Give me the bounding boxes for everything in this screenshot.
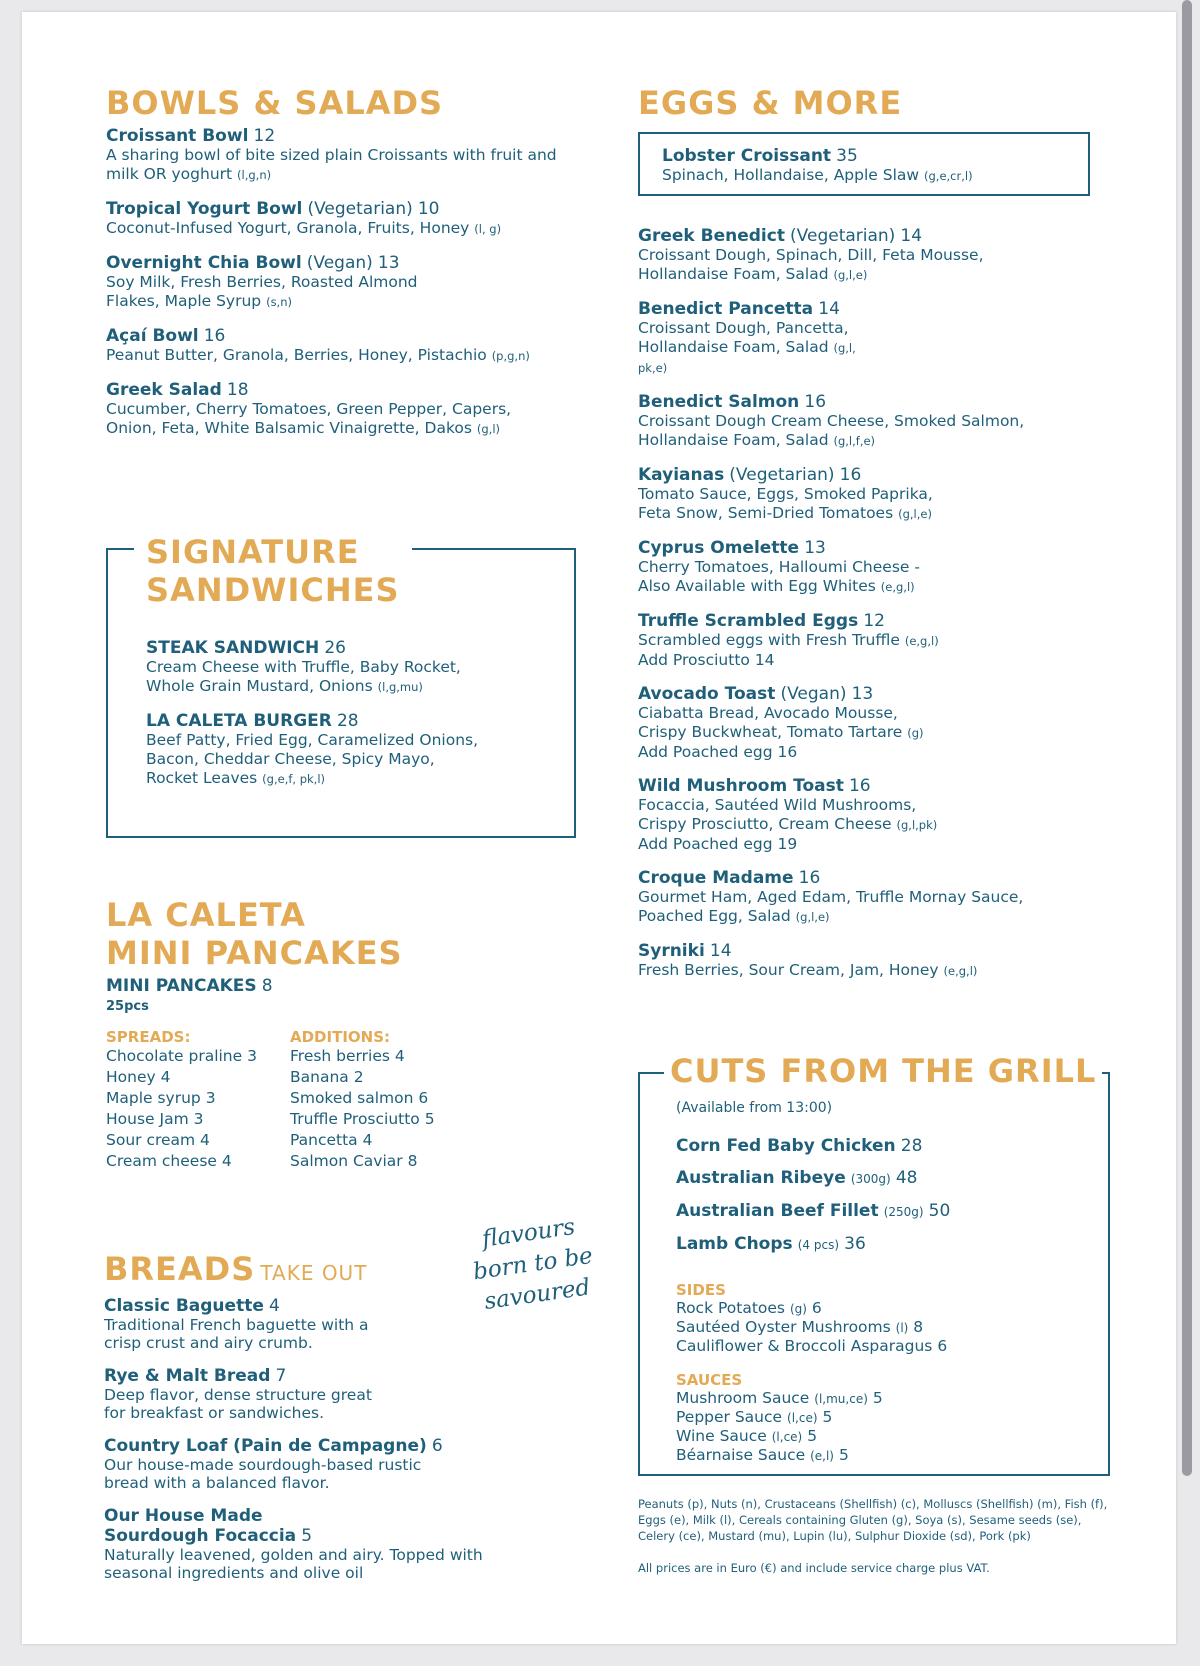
sandwiches-section: [146, 638, 546, 803]
sandwiches-title: SIGNATURE SANDWICHES: [134, 533, 412, 609]
menu-item: Classic Baguette 4 Traditional French baguette with a crisp crust and airy crumb.: [104, 1296, 369, 1352]
breads-section: [104, 1250, 584, 1596]
eggs-section: [638, 84, 1108, 995]
eggs-title: EGGS & MORE: [638, 84, 903, 122]
menu-item: Tropical Yogurt Bowl (Vegetarian) 10 Coconut-Infused Yogurt, Granola, Fruits, Honey (l, g): [106, 199, 502, 237]
menu-item: Cyprus Omelette 13 Cherry Tomatoes, Halloumi Cheese - Also Available with Egg Whites (e,g,l): [638, 538, 920, 595]
pancakes-title-line2: MINI PANCAKES: [106, 934, 403, 972]
featured-item-box: Lobster Croissant 35 Spinach, Hollandaise, Apple Slaw (g,e,cr,l): [638, 132, 1090, 196]
sauces-list: SAUCES Mushroom Sauce (l,mu,ce) 5 Pepper Sauce (l,ce) 5 Wine Sauce (l,ce) 5 Béarnaise Sauce (e,l) 5: [676, 1371, 883, 1464]
menu-item: Benedict Salmon 16 Croissant Dough Cream Cheese, Smoked Salmon, Hollandaise Foam, Salad (g,l,f,e): [638, 392, 1025, 449]
grill-item: Corn Fed Baby Chicken 28: [676, 1136, 923, 1156]
flavours-script-text: flavours born to be savoured: [471, 1213, 595, 1315]
grill-item: Australian Beef Fillet (250g) 50: [676, 1201, 951, 1221]
sides-list: SIDES Rock Potatoes (g) 6 Sautéed Oyster Mushrooms (l) 8 Cauliflower & Broccoli Asparagus 6: [676, 1281, 948, 1355]
allergen-footer: Peanuts (p), Nuts (n), Crustaceans (Shellfish) (c), Molluscs (Shellfish) (m), Fish (f), Eggs (e), Milk (l), Cereals containing Gluten (g), Soya (s), Sesame seeds (se), Celery (ce), Mustard (mu), Lupin (lu), Sulphur Dioxide (sd), Pork (pk) All prices are in Euro (€) and include service charge plus VAT.: [638, 1496, 1118, 1576]
menu-item: Our House Made Sourdough Focaccia 5 Naturally leavened, golden and airy. Topped with seasonal ingredients and olive oil: [104, 1506, 483, 1582]
grill-section: (Available from 13:00) Corn Fed Baby Chicken 28 Australian Ribeye (300g) 48 Australian Beef Fillet (250g) 50 Lamb Chops (4 pcs) 36 SIDES Rock Potatoes (g) 6 Sautéed Oyster Mushrooms (l) 8 Cauliflower & Broccoli Asparagus 6 SAUCES Mushroom Sauce (l,mu,ce) 5 Pepper Sauce (l,ce) 5 Wine Sauce (l,ce) 5 Béarnaise Sauce (e,l) 5: [676, 1100, 1096, 1465]
menu-item: Avocado Toast (Vegan) 13 Ciabatta Bread, Avocado Mousse, Crispy Buckwheat, Tomato Tartare (g) Add Poached egg 16: [638, 684, 924, 761]
pancakes-title: LA CALETA: [106, 896, 306, 934]
bowls-section: [106, 84, 576, 453]
menu-item: Açaí Bowl 16 Peanut Butter, Granola, Berries, Honey, Pistachio (p,g,n): [106, 326, 530, 364]
menu-item: Greek Benedict (Vegetarian) 14 Croissant Dough, Spinach, Dill, Feta Mousse, Hollandaise Foam, Salad (g,l,e): [638, 226, 984, 283]
menu-item: Truffle Scrambled Eggs 12 Scrambled eggs with Fresh Truffle (e,g,l) Add Prosciutto 14: [638, 611, 939, 669]
menu-item: Benedict Pancetta 14 Croissant Dough, Pancetta, Hollandaise Foam, Salad (g,l, pk,e): [638, 299, 856, 375]
grill-item: Lamb Chops (4 pcs) 36: [676, 1234, 866, 1254]
menu-item: STEAK SANDWICH 26 Cream Cheese with Truffle, Baby Rocket, Whole Grain Mustard, Onions (l,g,mu): [146, 638, 461, 695]
spreads-list: SPREADS: Chocolate praline 3 Honey 4 Maple syrup 3 House Jam 3 Sour cream 4 Cream cheese 4: [106, 1028, 257, 1170]
menu-item: Greek Salad 18 Cucumber, Cherry Tomatoes, Green Pepper, Capers, Onion, Feta, White Balsamic Vinaigrette, Dakos (g,l): [106, 380, 512, 437]
grill-title: CUTS FROM THE GRILL: [664, 1052, 1102, 1090]
menu-item: Croque Madame 16 Gourmet Ham, Aged Edam, Truffle Mornay Sauce, Poached Egg, Salad (g,l,e): [638, 868, 1024, 925]
menu-item: Kayianas (Vegetarian) 16 Tomato Sauce, Eggs, Smoked Paprika, Feta Snow, Semi-Dried Tomatoes (g,l,e): [638, 465, 933, 522]
prices-note: All prices are in Euro (€) and include service charge plus VAT.: [638, 1561, 990, 1575]
pancakes-section: LA CALETA MINI PANCAKES MINI PANCAKES 8 25pcs SPREADS: Chocolate praline 3 Honey 4 Maple syrup 3 House Jam 3 Sour cream 4 Cream cheese 4 ADDITIONS: Fresh berries 4 Banana 2 Smoked salmon 6 Truffle Prosciutto 5 Pancetta 4 Salmon Caviar 8: [106, 896, 576, 1172]
menu-item: Overnight Chia Bowl (Vegan) 13 Soy Milk, Fresh Berries, Roasted Almond Flakes, Maple Syrup (s,n): [106, 253, 418, 310]
menu-item: Croissant Bowl 12 A sharing bowl of bite sized plain Croissants with fruit and milk OR yoghurt (l,g,n): [106, 126, 557, 183]
menu-item: Country Loaf (Pain de Campagne) 6 Our house-made sourdough-based rustic bread with a balanced flavor.: [104, 1436, 443, 1492]
menu-item: Wild Mushroom Toast 16 Focaccia, Sautéed Wild Mushrooms, Crispy Prosciutto, Cream Cheese (g,l,pk) Add Poached egg 19: [638, 776, 938, 853]
menu-item: LA CALETA BURGER 28 Beef Patty, Fried Egg, Caramelized Onions, Bacon, Cheddar Cheese, Spicy Mayo, Rocket Leaves (g,e,f, pk,l): [146, 711, 479, 787]
bowls-title: BOWLS & SALADS: [106, 84, 444, 122]
breads-subtitle: TAKE OUT: [260, 1261, 368, 1285]
menu-item: Syrniki 14 Fresh Berries, Sour Cream, Jam, Honey (e,g,l): [638, 941, 978, 979]
additions-list: ADDITIONS: Fresh berries 4 Banana 2 Smoked salmon 6 Truffle Prosciutto 5 Pancetta 4 Salmon Caviar 8: [290, 1028, 435, 1170]
scrollbar[interactable]: [1182, 0, 1192, 1476]
menu-item: Rye & Malt Bread 7 Deep flavor, dense structure great for breakfast or sandwiches.: [104, 1366, 372, 1422]
grill-item: Australian Ribeye (300g) 48: [676, 1168, 918, 1188]
breads-title: BREADS: [104, 1250, 256, 1288]
